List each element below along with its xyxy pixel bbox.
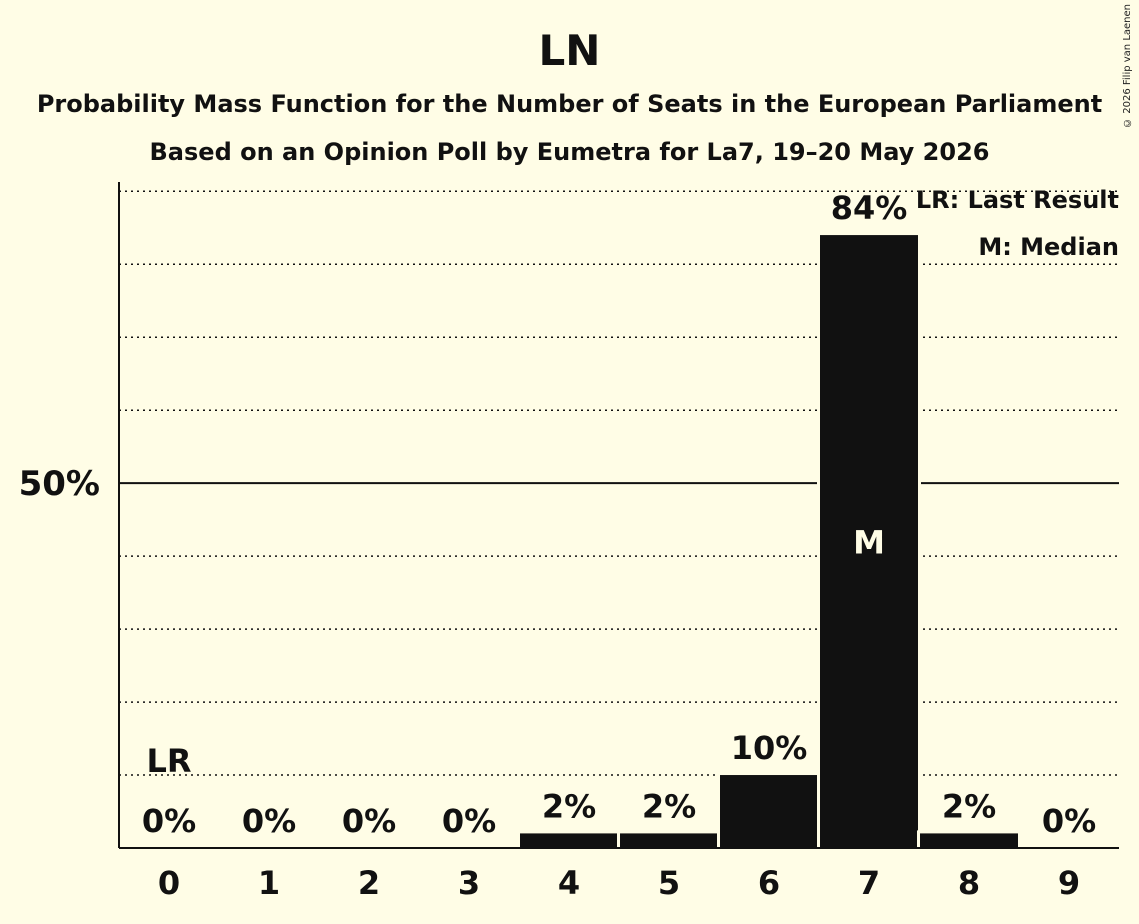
x-tick-label-5: 5 bbox=[657, 864, 681, 902]
bar-4 bbox=[520, 833, 618, 848]
bar-5 bbox=[620, 833, 718, 848]
chart-subtitle-source: Based on an Opinion Poll by Eumetra for La7, 19–20 May 2026 bbox=[149, 138, 990, 166]
data-label-2: 0% bbox=[341, 802, 397, 840]
copyright-notice: © 2026 Filip van Laenen bbox=[1122, 4, 1133, 128]
data-label-3: 0% bbox=[441, 802, 497, 840]
y-tick-label: 50% bbox=[18, 464, 100, 505]
x-tick-label-9: 9 bbox=[1057, 864, 1081, 902]
bar-6 bbox=[720, 775, 818, 848]
x-tick-label-2: 2 bbox=[357, 864, 381, 902]
last-result-marker: LR bbox=[146, 742, 192, 780]
x-tick-label-0: 0 bbox=[157, 864, 181, 902]
legend-entry-median: M: Median bbox=[978, 233, 1119, 261]
bar-8 bbox=[920, 833, 1018, 848]
x-tick-label-4: 4 bbox=[557, 864, 581, 902]
data-label-9: 0% bbox=[1041, 802, 1097, 840]
data-label-7: 84% bbox=[830, 189, 908, 228]
median-marker: M bbox=[853, 523, 885, 562]
x-tick-label-8: 8 bbox=[957, 864, 981, 902]
data-label-4: 2% bbox=[541, 787, 597, 826]
x-tick-label-7: 7 bbox=[857, 864, 881, 902]
x-tick-label-3: 3 bbox=[457, 864, 481, 902]
data-label-1: 0% bbox=[241, 802, 297, 840]
chart-subtitle: Probability Mass Function for the Number of Seats in the European Parliament bbox=[36, 90, 1103, 118]
x-tick-label-6: 6 bbox=[757, 864, 781, 902]
legend-entry-last-result: LR: Last Result bbox=[915, 186, 1119, 214]
data-label-5: 2% bbox=[641, 787, 697, 826]
chart-title: LN bbox=[538, 26, 601, 75]
data-label-0: 0% bbox=[141, 802, 197, 840]
x-tick-label-1: 1 bbox=[257, 864, 281, 902]
data-label-6: 10% bbox=[730, 729, 808, 768]
data-label-8: 2% bbox=[941, 787, 997, 826]
